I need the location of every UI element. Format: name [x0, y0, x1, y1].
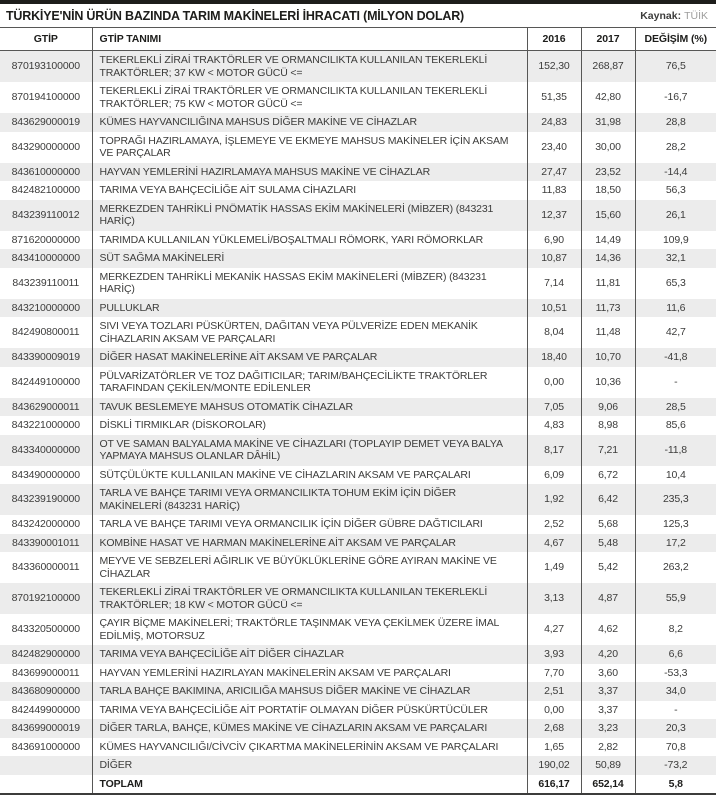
value-2017-cell: 4,87: [581, 583, 635, 614]
value-2017-cell: 268,87: [581, 51, 635, 83]
value-2017-cell: 7,21: [581, 435, 635, 466]
gtip-code-cell: 843629000019: [11, 116, 80, 128]
table-row: [0, 645, 716, 664]
description-cell: KOMBİNE HASAT VE HARMAN MAKİNELERİNE AİT AKSAM VE PARÇALAR: [92, 534, 527, 553]
value-2016-cell: 1,65: [527, 738, 581, 757]
value-2016-cell: 2,51: [527, 682, 581, 701]
value-2017-cell: 3,37: [581, 701, 635, 720]
table-row: [0, 367, 716, 398]
gtip-code-cell: 842449100000: [11, 375, 80, 388]
value-2016-cell: 24,83: [527, 113, 581, 132]
page-title: TÜRKİYE'NİN ÜRÜN BAZINDA TARIM MAKİNELERİ İHRACATI (MİLYON DOLAR): [6, 9, 465, 23]
value-2016-cell: 10,51: [527, 299, 581, 318]
description-cell: TOPRAĞI HAZIRLAMAYA, İŞLEMEYE VE EKMEYE MAHSUS MAKİNELER İÇİN AKSAM VE PARÇALAR: [92, 132, 527, 163]
change-cell: -11,8: [635, 435, 716, 466]
table-head: [0, 28, 716, 51]
table-row: [0, 268, 716, 299]
description-cell: TOPLAM: [92, 775, 527, 795]
table-row: [0, 82, 716, 113]
value-2017-cell: 5,68: [581, 515, 635, 534]
title-bar: [0, 4, 716, 27]
description-cell: TEKERLEKLİ ZİRAİ TRAKTÖRLER VE ORMANCILIKTA KULLANILAN TEKERLEKLİ TRAKTÖRLER; 75 KW < MOTOR GÜCÜ <=: [92, 82, 527, 113]
gtip-code-cell: 870194100000: [11, 91, 80, 104]
change-cell: 10,4: [635, 466, 716, 485]
table-row: [0, 466, 716, 485]
value-2016-cell: 2,52: [527, 515, 581, 534]
table-row: [0, 51, 716, 83]
table-row: [0, 200, 716, 231]
table-header-row: [0, 28, 716, 51]
value-2016-cell: 4,83: [527, 416, 581, 435]
value-2016-cell: 1,92: [527, 484, 581, 515]
description-cell: TEKERLEKLİ ZİRAİ TRAKTÖRLER VE ORMANCILIKTA KULLANILAN TEKERLEKLİ TRAKTÖRLER; 18 KW < MOTOR GÜCÜ <=: [92, 583, 527, 614]
change-cell: -73,2: [635, 756, 716, 775]
change-cell: 5,8: [635, 775, 716, 795]
table-row: [0, 484, 716, 515]
change-cell: 28,5: [635, 398, 716, 417]
value-2017-cell: 30,00: [581, 132, 635, 163]
value-2017-cell: 18,50: [581, 181, 635, 200]
source-value: TÜİK: [684, 10, 708, 22]
change-cell: 34,0: [635, 682, 716, 701]
gtip-code-cell: 843410000000: [11, 252, 80, 264]
change-cell: 17,2: [635, 534, 716, 553]
change-cell: 26,1: [635, 200, 716, 231]
table-row: [0, 583, 716, 614]
value-2016-cell: 2,68: [527, 719, 581, 738]
gtip-code-cell: 843340000000: [11, 443, 80, 456]
change-cell: 65,3: [635, 268, 716, 299]
value-2016-cell: 18,40: [527, 348, 581, 367]
value-2017-cell: 9,06: [581, 398, 635, 417]
table-row: [0, 317, 716, 348]
change-cell: 263,2: [635, 552, 716, 583]
change-cell: 8,2: [635, 614, 716, 645]
change-cell: 85,6: [635, 416, 716, 435]
description-cell: TARIMA VEYA BAHÇECİLİĞE AİT DİĞER CİHAZLAR: [92, 645, 527, 664]
value-2016-cell: 8,04: [527, 317, 581, 348]
table-row: [0, 701, 716, 720]
description-cell: MERKEZDEN TAHRİKLİ MEKANİK HASSAS EKİM MAKİNELERİ (MİBZER) (843231 HARİÇ): [92, 268, 527, 299]
value-2017-cell: 23,52: [581, 163, 635, 182]
gtip-code-cell: 843320500000: [11, 623, 80, 636]
source-label: Kaynak:: [640, 10, 682, 22]
col-header-gtip-tanimi: GTİP TANIMI: [92, 28, 527, 51]
table-body: [0, 51, 716, 795]
table-row: [0, 614, 716, 645]
gtip-code-cell: 843239190000: [11, 493, 80, 506]
gtip-code-cell: 843610000000: [11, 165, 80, 178]
description-cell: PÜLVARİZATÖRLER VE TOZ DAĞITICILAR; TARIM/BAHÇECİLİKTE TRAKTÖRLER TARAFINDAN ÇEKİLEN/MONTE EDİLENLER: [92, 367, 527, 398]
description-cell: DİĞER TARLA, BAHÇE, KÜMES MAKİNE VE CİHAZLARIN AKSAM VE PARÇALARI: [92, 719, 527, 738]
value-2017-cell: 11,48: [581, 317, 635, 348]
value-2017-cell: 4,62: [581, 614, 635, 645]
description-cell: TAVUK BESLEMEYE MAHSUS OTOMATİK CİHAZLAR: [92, 398, 527, 417]
gtip-code-cell: 843221000000: [11, 419, 80, 431]
gtip-code-cell: 870193100000: [11, 60, 80, 73]
table-row: [0, 249, 716, 268]
gtip-code-cell: 843242000000: [11, 518, 80, 530]
value-2016-cell: 7,70: [527, 664, 581, 683]
change-cell: 6,6: [635, 645, 716, 664]
table-row: [0, 664, 716, 683]
change-cell: 42,7: [635, 317, 716, 348]
value-2016-cell: 0,00: [527, 701, 581, 720]
gtip-code-cell: 843691000000: [11, 740, 80, 753]
gtip-code-cell: [0, 756, 92, 775]
value-2017-cell: 11,81: [581, 268, 635, 299]
table-row: [0, 163, 716, 182]
change-cell: 70,8: [635, 738, 716, 757]
change-cell: -41,8: [635, 348, 716, 367]
gtip-code-cell: 842482900000: [11, 648, 80, 660]
value-2016-cell: 6,90: [527, 231, 581, 250]
change-cell: -: [635, 701, 716, 720]
description-cell: KÜMES HAYVANCILIĞINA MAHSUS DİĞER MAKİNE VE CİHAZLAR: [92, 113, 527, 132]
change-cell: 235,3: [635, 484, 716, 515]
description-cell: SÜTÇÜLÜKTE KULLANILAN MAKİNE VE CİHAZLARIN AKSAM VE PARÇALARI: [92, 466, 527, 485]
gtip-code-cell: 843490000000: [11, 468, 80, 481]
table-row: [0, 113, 716, 132]
gtip-code-cell: 842490800011: [12, 326, 80, 339]
value-2016-cell: 0,00: [527, 367, 581, 398]
description-cell: MERKEZDEN TAHRİKLİ PNÖMATİK HASSAS EKİM MAKİNELERİ (MİBZER) (843231 HARİÇ): [92, 200, 527, 231]
value-2016-cell: 51,35: [527, 82, 581, 113]
description-cell: SÜT SAĞMA MAKİNELERİ: [92, 249, 527, 268]
gtip-code-cell: 843290000000: [11, 140, 80, 153]
description-cell: TARLA BAHÇE BAKIMINA, ARICILIĞA MAHSUS DİĞER MAKİNE VE CİHAZLAR: [92, 682, 527, 701]
value-2016-cell: 7,14: [527, 268, 581, 299]
change-cell: 32,1: [635, 249, 716, 268]
description-cell: TEKERLEKLİ ZİRAİ TRAKTÖRLER VE ORMANCILIKTA KULLANILAN TEKERLEKLİ TRAKTÖRLER; 37 KW < MOTOR GÜCÜ <=: [92, 51, 527, 83]
change-cell: -14,4: [635, 163, 716, 182]
value-2017-cell: 4,20: [581, 645, 635, 664]
value-2016-cell: 3,13: [527, 583, 581, 614]
table-row: [0, 416, 716, 435]
change-cell: -53,3: [635, 664, 716, 683]
change-cell: 109,9: [635, 231, 716, 250]
value-2017-cell: 10,36: [581, 367, 635, 398]
description-cell: MEYVE VE SEBZELERİ AĞIRLIK VE BÜYÜKLÜKLERİNE GÖRE AYIRAN MAKİNE VE CİHAZLAR: [92, 552, 527, 583]
description-cell: HAYVAN YEMLERİNİ HAZIRLAYAN MAKİNELERİN AKSAM VE PARÇALARI: [92, 664, 527, 683]
description-cell: KÜMES HAYVANCILIĞI/CİVCİV ÇIKARTMA MAKİNELERİNİN AKSAM VE PARÇALARI: [92, 738, 527, 757]
gtip-code-cell: 843210000000: [11, 301, 80, 314]
value-2016-cell: 3,93: [527, 645, 581, 664]
description-cell: TARIMA VEYA BAHÇECİLİĞE AİT SULAMA CİHAZLARI: [92, 181, 527, 200]
gtip-code-cell: 843699000011: [12, 666, 80, 679]
value-2016-cell: 11,83: [527, 181, 581, 200]
value-2017-cell: 5,48: [581, 534, 635, 553]
value-2017-cell: 6,72: [581, 466, 635, 485]
gtip-code-cell: 843390009019: [11, 351, 80, 363]
col-header-2017: 2017: [581, 28, 635, 51]
total-row: [0, 775, 716, 795]
value-2017-cell: 3,60: [581, 664, 635, 683]
gtip-code-cell: 842482100000: [11, 184, 80, 196]
value-2017-cell: 31,98: [581, 113, 635, 132]
value-2017-cell: 5,42: [581, 552, 635, 583]
change-cell: 28,8: [635, 113, 716, 132]
gtip-code-cell: 843390001011: [12, 536, 80, 549]
gtip-code-cell: 843680900000: [11, 685, 80, 697]
table-row: [0, 132, 716, 163]
gtip-code-cell: 843360000011: [12, 561, 80, 574]
value-2016-cell: 23,40: [527, 132, 581, 163]
table-row: [0, 719, 716, 738]
value-2016-cell: 1,49: [527, 552, 581, 583]
value-2017-cell: 14,36: [581, 249, 635, 268]
description-cell: PULLUKLAR: [92, 299, 527, 318]
table-row: [0, 682, 716, 701]
table-row: [0, 738, 716, 757]
value-2016-cell: 7,05: [527, 398, 581, 417]
description-cell: ÇAYIR BİÇME MAKİNELERİ; TRAKTÖRLE TAŞINMAK VEYA ÇEKİLMEK ÜZERE İMAL EDİLMİŞ, MOTORSUZ: [92, 614, 527, 645]
value-2016-cell: 152,30: [527, 51, 581, 83]
table-row: [0, 435, 716, 466]
table-row: [0, 348, 716, 367]
value-2017-cell: 8,98: [581, 416, 635, 435]
change-cell: 20,3: [635, 719, 716, 738]
description-cell: TARLA VE BAHÇE TARIMI VEYA ORMANCILIKTA TOHUM EKİM İÇİN DİĞER MAKİNELERİ (843231 HARİÇ): [92, 484, 527, 515]
value-2016-cell: 10,87: [527, 249, 581, 268]
gtip-code-cell: 843629000011: [12, 400, 80, 413]
description-cell: SIVI VEYA TOZLARI PÜSKÜRTEN, DAĞITAN VEYA PÜLVERİZE EDEN MEKANİK CİHAZLARIN AKSAM VE PARÇALARI: [92, 317, 527, 348]
value-2017-cell: 14,49: [581, 231, 635, 250]
value-2016-cell: 4,67: [527, 534, 581, 553]
change-cell: 76,5: [635, 51, 716, 83]
value-2017-cell: 11,73: [581, 299, 635, 318]
export-table: [0, 27, 716, 795]
value-2017-cell: 2,82: [581, 738, 635, 757]
table-row: [0, 515, 716, 534]
value-2017-cell: 652,14: [581, 775, 635, 795]
table-row: [0, 231, 716, 250]
gtip-code-cell: 843239110011: [12, 276, 80, 289]
table-row: [0, 299, 716, 318]
value-2017-cell: 15,60: [581, 200, 635, 231]
value-2016-cell: 12,37: [527, 200, 581, 231]
description-cell: TARIMA VEYA BAHÇECİLİĞE AİT PORTATİF OLMAYAN DİĞER PÜSKÜRTÜCÜLER: [92, 701, 527, 720]
description-cell: TARIMDA KULLANILAN YÜKLEMELİ/BOŞALTMALI RÖMORK, YARI RÖMORKLAR: [92, 231, 527, 250]
gtip-code-cell: [0, 775, 92, 795]
value-2016-cell: 616,17: [527, 775, 581, 795]
value-2017-cell: 3,23: [581, 719, 635, 738]
col-header-2016: 2016: [527, 28, 581, 51]
change-cell: -16,7: [635, 82, 716, 113]
gtip-code-cell: 870192100000: [11, 592, 80, 605]
change-cell: -: [635, 367, 716, 398]
description-cell: TARLA VE BAHÇE TARIMI VEYA ORMANCILIK İÇİN DİĞER GÜBRE DAĞTICILARI: [92, 515, 527, 534]
col-header-gtip: GTİP: [0, 28, 92, 51]
description-cell: OT VE SAMAN BALYALAMA MAKİNE VE CİHAZLARI (TOPLAYIP DEMET VEYA BALYA YAPMAYA MAHSUS OLANLAR DÂHİL): [92, 435, 527, 466]
gtip-code-cell: 843699000019: [11, 722, 80, 734]
value-2016-cell: 6,09: [527, 466, 581, 485]
value-2017-cell: 50,89: [581, 756, 635, 775]
source-note: [640, 10, 710, 22]
change-cell: 11,6: [635, 299, 716, 318]
change-cell: 28,2: [635, 132, 716, 163]
gtip-code-cell: 843239110012: [12, 208, 80, 221]
table-row: [0, 552, 716, 583]
col-header-change: DEĞİŞİM (%): [635, 28, 716, 51]
gtip-code-cell: 871620000000: [11, 233, 80, 246]
table-row: [0, 534, 716, 553]
description-cell: DİĞER HASAT MAKİNELERİNE AİT AKSAM VE PARÇALAR: [92, 348, 527, 367]
value-2016-cell: 27,47: [527, 163, 581, 182]
table-row: [0, 756, 716, 775]
value-2017-cell: 42,80: [581, 82, 635, 113]
value-2017-cell: 10,70: [581, 348, 635, 367]
table-row: [0, 181, 716, 200]
value-2017-cell: 3,37: [581, 682, 635, 701]
description-cell: DİSKLİ TIRMIKLAR (DİSKOROLAR): [92, 416, 527, 435]
value-2016-cell: 8,17: [527, 435, 581, 466]
description-cell: HAYVAN YEMLERİNİ HAZIRLAMAYA MAHSUS MAKİNE VE CİHAZLAR: [92, 163, 527, 182]
value-2016-cell: 190,02: [527, 756, 581, 775]
change-cell: 125,3: [635, 515, 716, 534]
value-2016-cell: 4,27: [527, 614, 581, 645]
change-cell: 55,9: [635, 583, 716, 614]
table-row: [0, 398, 716, 417]
description-cell: DİĞER: [92, 756, 527, 775]
change-cell: 56,3: [635, 181, 716, 200]
value-2017-cell: 6,42: [581, 484, 635, 515]
gtip-code-cell: 842449900000: [11, 703, 80, 716]
